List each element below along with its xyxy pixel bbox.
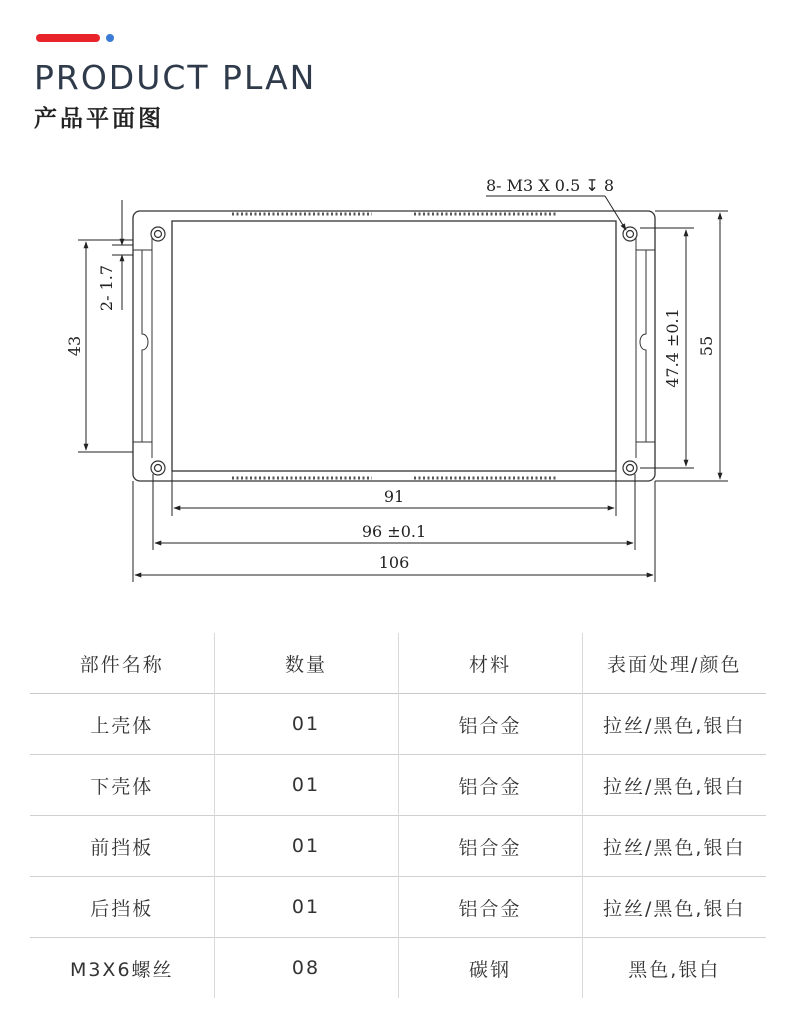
cell-quantity: 08 xyxy=(214,938,398,999)
enclosure-side-walls xyxy=(133,234,655,458)
cell-material: 碳钢 xyxy=(398,938,582,999)
table-row xyxy=(30,877,766,938)
mounting-holes xyxy=(151,227,637,475)
cell-material: 铝合金 xyxy=(398,755,582,816)
red-accent-bar xyxy=(36,34,100,42)
dim-outer-height: 55 xyxy=(697,335,716,357)
cell-material: 铝合金 xyxy=(398,816,582,877)
hole-note-text: 8- M3 X 0.5 ↧ 8 xyxy=(486,176,615,195)
cell-part-name: 前挡板 xyxy=(90,836,154,859)
cell-part-name: 上壳体 xyxy=(90,714,154,737)
cell-quantity: 01 xyxy=(214,816,398,877)
product-plan-drawing xyxy=(0,150,790,590)
dim-mount-width: 96 ±0.1 xyxy=(361,522,427,541)
cell-quantity: 01 xyxy=(214,877,398,938)
cell-part-name: 下壳体 xyxy=(90,775,154,798)
hole-callout xyxy=(486,196,626,230)
cell-finish: 黑色,银白 xyxy=(582,938,766,999)
cell-finish: 拉丝/黑色,银白 xyxy=(582,816,766,877)
table-row xyxy=(30,694,766,755)
table-row xyxy=(30,755,766,816)
cell-material: 铝合金 xyxy=(398,877,582,938)
cell-finish: 拉丝/黑色,银白 xyxy=(582,755,766,816)
cell-material: 铝合金 xyxy=(398,694,582,755)
dim-slot: 2- 1.7 xyxy=(97,264,116,312)
blue-accent-dot xyxy=(106,34,114,42)
table-row xyxy=(30,816,766,877)
dim-inner-width: 91 xyxy=(383,487,405,506)
title-english: PRODUCT PLAN xyxy=(34,58,317,97)
cell-part-name: 后挡板 xyxy=(90,897,154,920)
title-chinese: 产品平面图 xyxy=(34,106,164,132)
header-quantity: 数量 xyxy=(214,633,398,694)
table-row xyxy=(30,938,766,999)
heatsink-ribs xyxy=(232,214,556,478)
enclosure-outline xyxy=(133,211,655,481)
header-material: 材料 xyxy=(398,633,582,694)
dim-outer-width: 106 xyxy=(378,553,410,572)
cell-quantity: 01 xyxy=(214,694,398,755)
left-dimension-lines xyxy=(78,200,133,452)
dim-mount-height: 47.4 ±0.1 xyxy=(663,308,682,388)
header-finish: 表面处理/颜色 xyxy=(582,633,766,694)
header-part-name: 部件名称 xyxy=(79,653,164,676)
table-header-row xyxy=(30,633,766,694)
cell-part-name: M3X6螺丝 xyxy=(69,958,174,981)
parts-table xyxy=(30,633,766,998)
cell-quantity: 01 xyxy=(214,755,398,816)
dim-inner-height: 43 xyxy=(65,335,84,357)
cell-finish: 拉丝/黑色,银白 xyxy=(582,694,766,755)
cell-finish: 拉丝/黑色,银白 xyxy=(582,877,766,938)
